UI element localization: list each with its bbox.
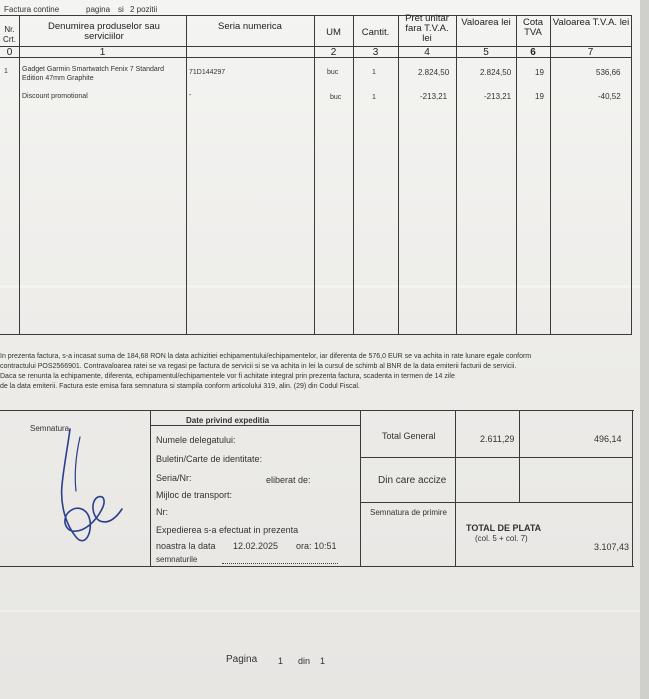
index-col-4: 4 — [424, 47, 430, 58]
header-serial: Seria numerica — [218, 21, 282, 32]
item-qty: 1 — [372, 94, 376, 101]
expedition-title-divider — [150, 425, 360, 426]
item-vat-rate: 19 — [535, 92, 544, 101]
shipment-date: 12.02.2025 — [233, 541, 279, 551]
item-value: 2.824,50 — [480, 68, 512, 77]
header-um: UM — [326, 27, 341, 38]
totals-divider — [360, 457, 632, 458]
item-nr: 1 — [4, 68, 8, 75]
footer-border-bottom — [0, 566, 634, 567]
total-general-vat: 496,14 — [594, 434, 622, 444]
expedition-title: Date privind expeditia — [186, 416, 270, 425]
footer-border-top — [0, 410, 634, 411]
item-vat-value: 536,66 — [596, 68, 621, 77]
item-serial: - — [189, 92, 192, 99]
total-general-label: Total General — [382, 431, 436, 441]
item-value: -213,21 — [484, 92, 512, 101]
nr-label: Nr: — [156, 507, 168, 517]
item-name: Gadget Garmin Smartwatch Fenix 7 Standard — [22, 66, 165, 73]
table-border-top — [0, 15, 632, 16]
item-unit-price: -213,21 — [420, 92, 448, 101]
note-line-1: In prezenta factura, s-a incasat suma de 184,68 RON la data achizitiei echipamentului/echipamentelor, iar diferenta de 576,0 EUR se va achita in rate lunare egale conform — [0, 353, 532, 360]
time-label: ora: — [296, 541, 312, 551]
footer-divider — [519, 410, 520, 502]
page-footer-total: 1 — [320, 656, 326, 666]
issued-by-label: eliberat de: — [266, 475, 311, 485]
item-serial: 71D144297 — [189, 69, 226, 76]
id-card-label: Buletin/Carte de identitate: — [156, 454, 263, 464]
totals-divider — [360, 502, 632, 503]
excise-label: Din care accize — [378, 475, 447, 486]
page-footer-current: 1 — [278, 656, 284, 666]
item-um: buc — [327, 69, 339, 76]
page-footer-of: din — [298, 656, 311, 666]
index-col-um: 2 — [330, 47, 337, 58]
header-value: Valoarea lei — [461, 17, 511, 28]
top-note-label: Factura contine — [4, 5, 60, 14]
top-note-pages: pagina — [86, 5, 111, 14]
col-divider — [631, 15, 632, 334]
footer-divider — [455, 410, 456, 566]
note-line-4: de la data emiterii. Factura este emisa fara semnatura si stampila conform articolului 319, alin. (29) din Codul Fiscal. — [0, 383, 360, 390]
footer-divider — [632, 410, 633, 566]
note-line-3: Daca se renunta la echipamente, diferenta, echipamentul/echipamentele vor fi achitate integral prin prezenta factura, scadenta in termen de 14 zile — [0, 373, 455, 380]
header-unit-price: Pret unitar fara T.V.A. lei — [405, 13, 449, 44]
signatures-label: semnaturile — [156, 555, 198, 564]
item-qty: 1 — [372, 69, 376, 76]
header-nr-crt: Nr. Crt. — [3, 25, 16, 44]
item-vat-value: -40,52 — [598, 92, 621, 101]
col-divider — [516, 15, 517, 334]
footer-divider — [360, 410, 361, 566]
col-divider — [186, 15, 187, 334]
item-name: Discount promotional — [22, 93, 88, 100]
note-line-2: contractului POS2566901. Contravaloarea ratei se va regasi pe factura de servicii si se va achita in lei la cursul de schimb al BNR de la data emiterii facturii de servicii. — [0, 363, 517, 370]
top-note-and: si — [118, 5, 124, 14]
shipment-label: Expedierea s-a efectuat in prezenta — [156, 525, 299, 535]
col-divider — [353, 15, 354, 334]
total-pay-label: TOTAL DE PLATA — [466, 523, 542, 533]
header-product-name: Denumirea produselor sau serviciilor — [48, 21, 160, 42]
receipt-signature-label: Semnatura de primire — [370, 508, 447, 517]
signature-dotted-line — [222, 563, 338, 564]
paper-crease — [0, 285, 640, 288]
index-col-0: 0 — [6, 47, 13, 58]
transport-label: Mijloc de transport: — [156, 490, 233, 500]
signature-label: Semnatura — [30, 424, 70, 433]
index-col-6: 6 — [530, 47, 536, 58]
header-vat-value: Valoarea T.V.A. lei — [552, 17, 630, 28]
item-vat-rate: 19 — [535, 68, 544, 77]
col-divider — [314, 15, 315, 334]
table-border-bottom — [0, 334, 632, 335]
index-col-5: 5 — [483, 47, 489, 58]
index-col-3: 3 — [372, 47, 379, 58]
item-name-line2: Edition 47mm Graphite — [22, 75, 94, 82]
total-general-value: 2.611,29 — [480, 434, 515, 444]
item-unit-price: 2.824,50 — [418, 68, 450, 77]
shipment-time: 10:51 — [314, 541, 337, 551]
handwritten-signature — [40, 425, 130, 555]
col-divider — [398, 15, 399, 334]
top-note-positions: 2 pozitii — [130, 5, 158, 14]
footer-divider — [150, 410, 151, 566]
col-divider — [19, 15, 20, 334]
header-vat-rate: Cota TVA — [522, 17, 544, 38]
header-quantity: Cantit. — [361, 27, 390, 38]
delegate-label: Numele delegatului: — [156, 435, 236, 445]
our-date-label: noastra la data — [156, 541, 216, 551]
col-divider — [550, 15, 551, 334]
paper-crease — [0, 610, 640, 612]
total-pay-value: 3.107,43 — [594, 542, 630, 552]
col-divider — [456, 15, 457, 334]
item-um: buc — [330, 94, 342, 101]
page-footer-label: Pagina — [226, 654, 258, 665]
index-col-1: 1 — [99, 47, 106, 58]
series-label: Seria/Nr: — [156, 473, 192, 483]
total-pay-formula: (col. 5 + col. 7) — [475, 534, 528, 543]
index-col-7: 7 — [587, 47, 594, 58]
